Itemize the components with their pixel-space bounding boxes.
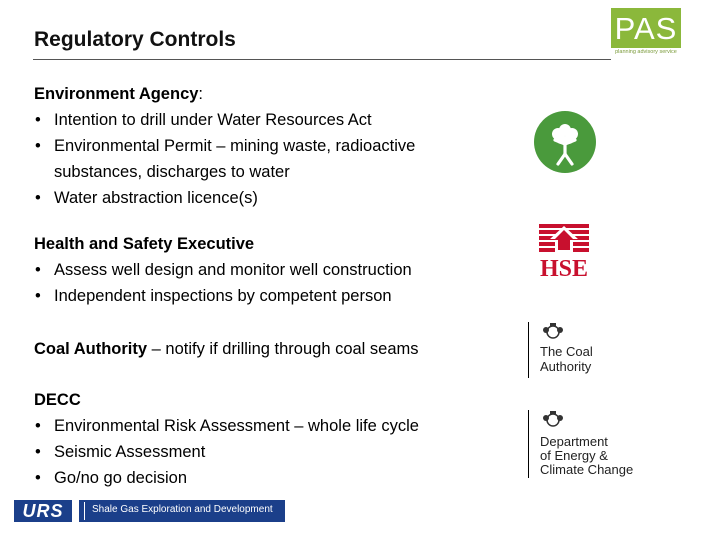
heading-text: Coal Authority xyxy=(34,340,148,358)
bullet-item: • Environmental Risk Assessment – whole life cycle xyxy=(34,413,419,439)
hse-logo xyxy=(533,220,595,287)
decc-line: Climate Change xyxy=(540,462,634,477)
coal-authority-line: The Coal xyxy=(540,344,593,359)
pas-logo-subtext: planning advisory service xyxy=(615,49,677,55)
bullet-item: • Seismic Assessment xyxy=(34,439,419,465)
bullet-item: • Independent inspections by competent person xyxy=(34,283,412,309)
bullet-list xyxy=(34,413,419,491)
section-environment-agency xyxy=(34,81,415,211)
bullet-item: • Assess well design and monitor well construction xyxy=(34,257,412,283)
coal-authority-line: Authority xyxy=(540,359,592,374)
section-heading: Health and Safety Executive xyxy=(34,235,255,253)
heading-suffix: : xyxy=(198,85,204,103)
hse-house-icon xyxy=(533,220,595,282)
decc-line: of Energy & xyxy=(540,448,608,463)
bullet-item: • Intention to drill under Water Resources Act xyxy=(34,107,415,133)
decc-line: Department xyxy=(540,434,608,449)
hse-logo-text: HSE xyxy=(539,256,589,282)
section-coal-authority xyxy=(34,336,419,362)
royal-crest-icon xyxy=(542,322,564,342)
decc-logo xyxy=(528,408,638,480)
decc-text xyxy=(540,435,633,477)
bullet-list xyxy=(34,107,415,211)
slide-title: Regulatory Controls xyxy=(34,28,236,51)
pas-logo xyxy=(611,8,681,62)
footer-caption: Shale Gas Exploration and Development xyxy=(92,504,273,515)
logo-rule xyxy=(528,410,529,478)
bullet-item: • Environmental Permit – mining waste, radioactive xyxy=(34,133,415,159)
heading-suffix: – notify if drilling through coal seams xyxy=(147,340,419,358)
environment-agency-tree-icon xyxy=(533,110,597,174)
bullet-list xyxy=(34,257,412,309)
coal-authority-logo xyxy=(528,320,618,380)
section-hse xyxy=(34,231,412,309)
section-heading: DECC xyxy=(34,391,81,409)
bullet-item: • Go/no go decision xyxy=(34,465,419,491)
section-decc xyxy=(34,387,419,491)
logo-rule xyxy=(528,322,529,378)
royal-crest-icon xyxy=(542,410,564,430)
heading-text: Environment Agency xyxy=(34,85,199,103)
bullet-continuation: substances, discharges to water xyxy=(54,163,290,181)
section-heading xyxy=(34,336,419,362)
section-heading xyxy=(34,81,415,107)
footer-separator xyxy=(84,502,85,520)
urs-logo: URS xyxy=(14,500,72,522)
environment-agency-logo xyxy=(533,110,597,179)
title-divider xyxy=(33,59,611,60)
coal-authority-text xyxy=(540,344,593,374)
bullet-item: • Water abstraction licence(s) xyxy=(34,185,415,211)
pas-logo-text: PAS xyxy=(611,8,681,48)
